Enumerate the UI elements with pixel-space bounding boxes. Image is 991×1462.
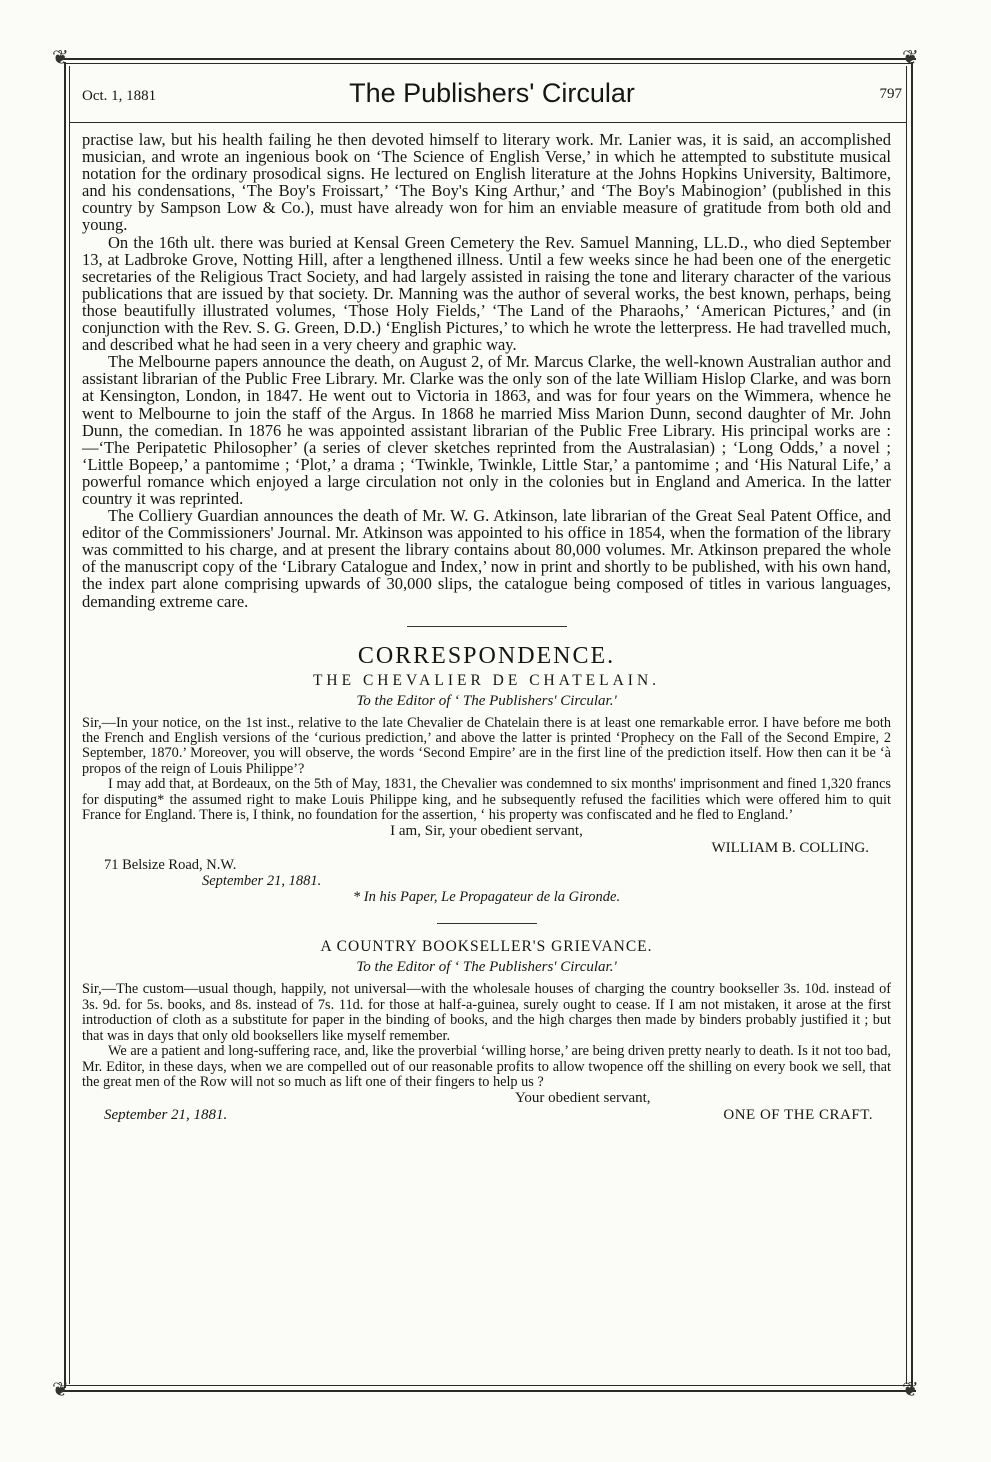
letter-chatelain	[82, 672, 891, 906]
letter-addressee: To the Editor of ‘ The Publishers' Circular.'	[356, 959, 617, 976]
border-top-inner-rule	[64, 63, 912, 64]
letter-closing: Your obedient servant,	[515, 1090, 651, 1107]
obituaries-section	[82, 131, 891, 610]
border-right-inner-rule	[906, 66, 907, 1384]
letter-paragraph: We are a patient and long-suffering race, and, like the proverbial ‘willing horse,’ are being driven pretty nearly to death. Is it not too bad, Mr. Editor, in these days, when we are compelled out of our reasonable profits to allow twopence off the shilling on every book we sell, that the great men of the Row will not so much as lift one of their fingers to help us ?	[82, 1043, 891, 1090]
letter-sign-block	[82, 1090, 891, 1126]
border-right-rule	[911, 62, 913, 1388]
letter-footnote: * In his Paper, Le Propagateur de la Gironde.	[352, 889, 621, 906]
border-left-inner-rule	[69, 66, 70, 1384]
letter-closing: I am, Sir, your obedient servant,	[390, 823, 583, 840]
letter-date: September 21, 1881.	[104, 1107, 228, 1124]
issue-date: Oct. 1, 1881	[82, 88, 157, 104]
letter-paragraph: Sir,—In your notice, on the 1st inst., relative to the late Chevalier de Chatelain there is at least one remarkable error. I have before me both the French and English versions of the ‘curious prediction,’ and above the latter is printed ‘Prophecy on the Fall of the Second Empire, 2 September, 1870.’ Moreover, you will observe, the words ‘Second Empire’ are in the first line of the prediction itself. How then can it be ‘à propos of the reign of Louis Philippe’?	[82, 714, 891, 777]
border-bottom-inner-rule	[64, 1385, 912, 1386]
obituary-paragraph: practise law, but his health failing he then devoted himself to literary work. Mr. Lanier was, it is said, an accomplished musician, and wrote an ingenious book on ‘The Science of English Verse,’ in which he attempted to substitute musical notation for the ordinary prosodical signs. He lectured on English literature at the Johns Hopkins University, Baltimore, and his condensations, ‘The Boy's Froissart,’ ‘The Boy's King Arthur,’ and ‘The Boy's Mabinogion’ (published in this country by Sampson Low & Co.), must have already won for him an enviable measure of gratitude from both old and young.	[82, 130, 891, 235]
fleuron-corner-icon: ❦	[52, 47, 69, 69]
correspondence-heading: CORRESPONDENCE.	[357, 642, 616, 669]
fleuron-corner-icon: ❦	[902, 1379, 919, 1401]
obituary-paragraph: The Melbourne papers announce the death, on August 2, of Mr. Marcus Clarke, the well-known Australian author and assistant librarian of the Public Free Library. Mr. Clarke was the only son of the late William Hislop Clarke, and was born at Kensington, London, in 1847. He went out to Victoria in 1863, and was for four years on the Wimmera, whence he went to Melbourne to join the staff of the Argus. In 1868 he married Miss Marion Dunn, second daughter of Mr. John Dunn, the comedian. In 1876 he was appointed assistant librarian of the Public Free Library. His principal works are :—‘The Peripatetic Philosopher’ (a series of clever sketches reprinted from the Australasian) ; ‘Long Odds,’ a novel ; ‘Little Bopeep,’ a pantomime ; ‘Plot,’ a drama ; ‘Twinkle, Twinkle, Little Star,’ a pantomime ; and ‘His Natural Life,’ a powerful romance which enjoyed a large circulation not only in the colonies but in England and America. In the latter country it was reprinted.	[82, 352, 891, 508]
journal-title: The Publishers' Circular	[349, 78, 635, 108]
letter-signature: ONE OF THE CRAFT.	[723, 1107, 873, 1124]
fleuron-corner-icon: ❦	[902, 47, 919, 69]
letter-signature: WILLIAM B. COLLING.	[711, 840, 869, 857]
border-bottom-rule	[60, 1390, 916, 1392]
section-divider	[437, 923, 537, 924]
letter-paragraph: Sir,—The custom—usual though, happily, not universal—with the wholesale houses of charging the country bookseller 3s. 10d. instead of 3s. 9d. for 5s. books, and 8s. instead of 7s. 11d. for those at half-a-guinea, surely ought to cease. If I am not mistaken, it arose at the first introduction of cloth as a substitute for paper in the binding of books, and the high charges then made by binders probably justified it ; but that was in days that only old booksellers like myself remember.	[82, 981, 891, 1044]
obituary-paragraph: On the 16th ult. there was buried at Kensal Green Cemetery the Rev. Samuel Manning, LL.D., who died September 13, at Ladbroke Grove, Notting Hill, after a lengthened illness. Until a few weeks since he had been one of the energetic secretaries of the Religious Tract Society, and had largely assisted in raising the tone and literary character of the various publications that are issued by that society. Dr. Manning was the author of several works, the best known, perhaps, being those beautifully illustrated volumes, ‘Those Holy Fields,’ ‘The Land of the Pharaohs,’ ‘American Pictures,’ and (in conjunction with the Rev. S. G. Green, D.D.) ‘English Pictures,’ to which he wrote the letterpress. He had travelled much, and described what he had seen in a very cheery and graphic way.	[82, 232, 891, 355]
letter-addressee: To the Editor of ‘ The Publishers' Circular.'	[356, 692, 617, 709]
letter-date: September 21, 1881.	[202, 873, 322, 890]
letter-subject: THE CHEVALIER DE CHATELAIN.	[312, 671, 661, 689]
letter-subject: A COUNTRY BOOKSELLER'S GRIEVANCE.	[320, 938, 653, 956]
section-divider	[407, 626, 567, 627]
border-left-rule	[64, 62, 66, 1388]
fleuron-corner-icon: ❦	[52, 1379, 69, 1401]
letter-paragraph: I may add that, at Bordeaux, on the 5th of May, 1831, the Chevalier was condemned to six months' imprisonment and fined 1,320 francs for disputing* the assumed right to make Louis Philippe king, and he subsequently refused the facilities which were offered him to quit France for England. There is, I think, no foundation for the assertion, ‘ his property was confiscated and he fled to England.’	[82, 776, 891, 824]
obituary-paragraph: The Colliery Guardian announces the death of Mr. W. G. Atkinson, late librarian of the Great Seal Patent Office, and editor of the Commissioners' Journal. Mr. Atkinson was appointed to his office in 1854, when the formation of the library was committed to his charge, and at present the library contains about 80,000 volumes. Mr. Atkinson prepared the whole of the manuscript copy of the ‘Library Catalogue and Index,’ now in print and shortly to be published, with his own hand, the index part alone comprising upwards of 30,000 slips, the catalogue being composed of titles in various languages, demanding extreme care.	[82, 506, 891, 611]
letter-address: 71 Belsize Road, N.W.	[104, 857, 237, 874]
letter-grievance	[82, 938, 891, 1126]
page-content	[82, 131, 891, 1126]
page-number: 797	[879, 86, 902, 102]
running-header	[82, 78, 902, 118]
header-underline	[70, 122, 906, 123]
border-top-rule	[60, 58, 916, 60]
